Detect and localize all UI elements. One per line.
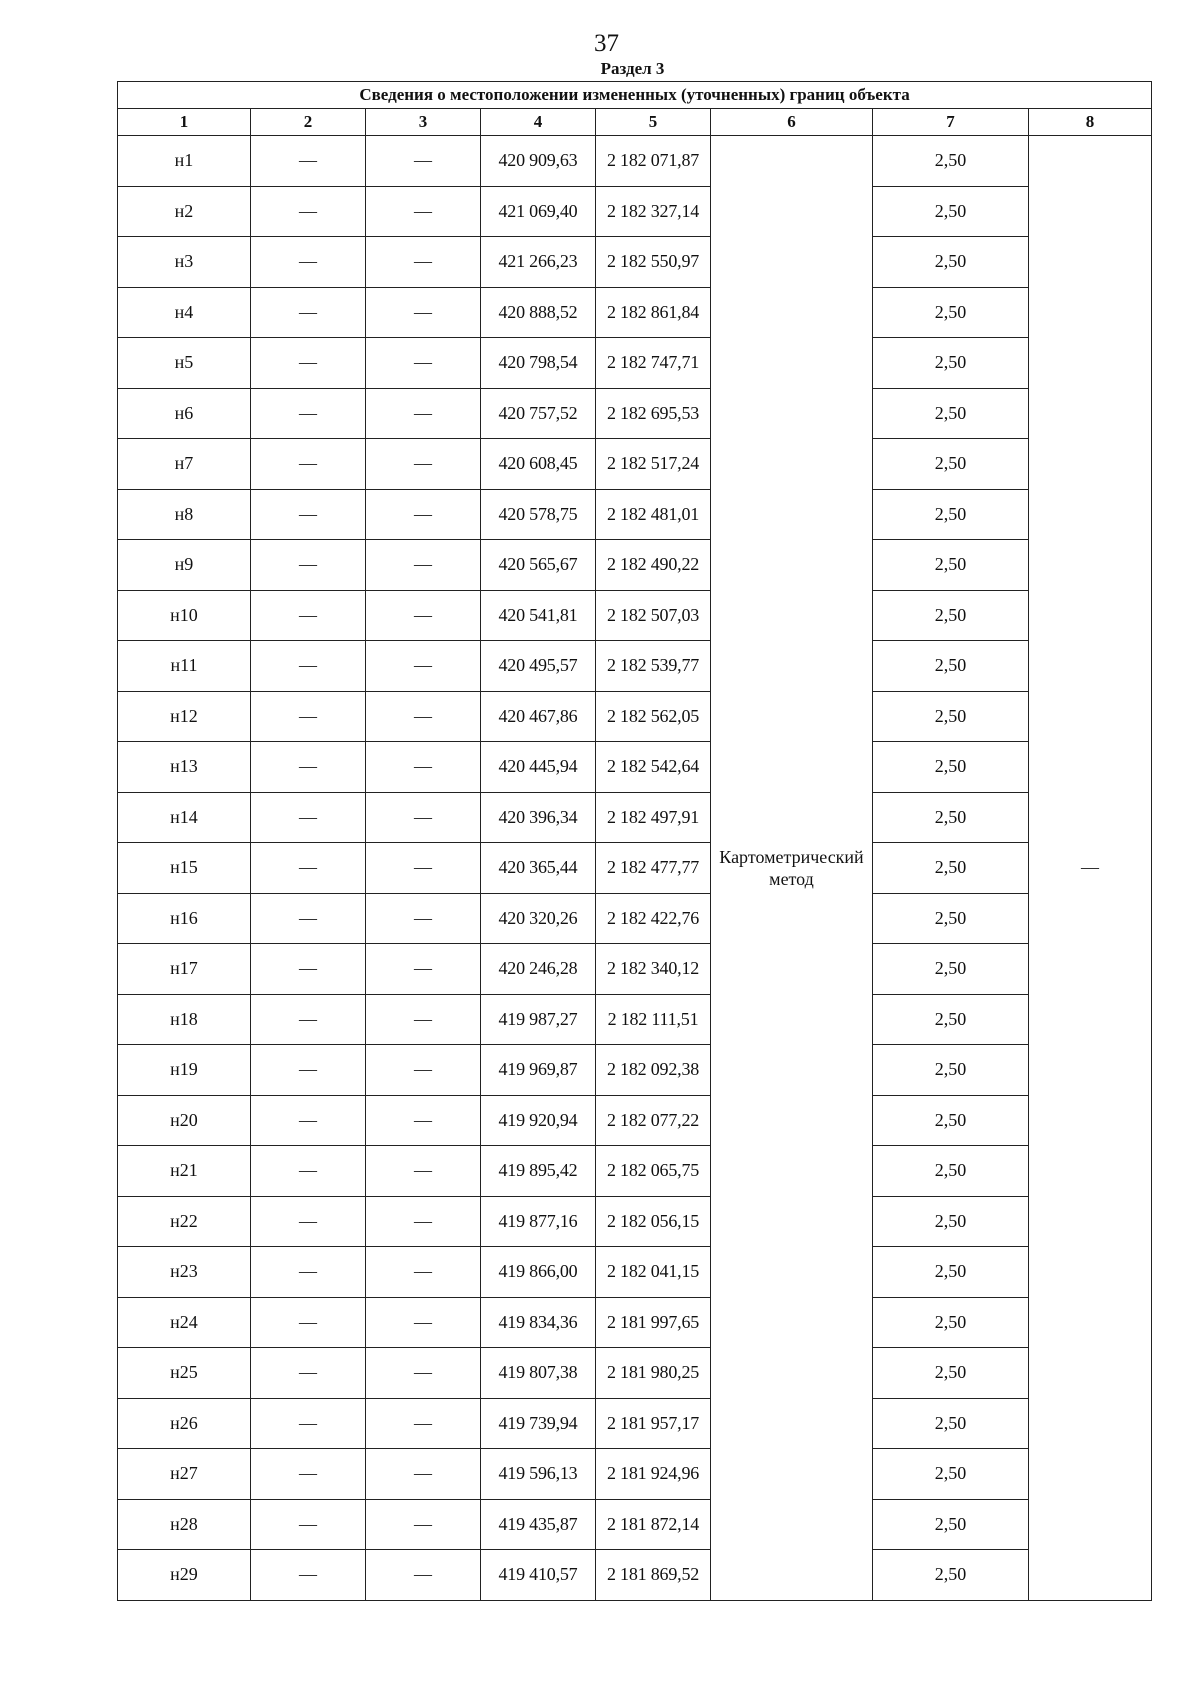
accuracy-cell: 2,50	[873, 1297, 1029, 1348]
y-coordinate-cell: 2 182 041,15	[596, 1247, 711, 1298]
column-3-cell: —	[366, 590, 481, 641]
accuracy-cell: 2,50	[873, 1196, 1029, 1247]
column-2-cell: —	[251, 186, 366, 237]
table-row	[118, 1398, 1152, 1449]
table-row	[118, 1146, 1152, 1197]
accuracy-cell: 2,50	[873, 1550, 1029, 1601]
table-row	[118, 1449, 1152, 1500]
x-coordinate-cell: 419 410,57	[481, 1550, 596, 1601]
x-coordinate-cell: 420 467,86	[481, 691, 596, 742]
point-name-cell: н28	[118, 1499, 251, 1550]
table-row	[118, 742, 1152, 793]
accuracy-cell: 2,50	[873, 237, 1029, 288]
column-3-cell: —	[366, 489, 481, 540]
table-row	[118, 439, 1152, 490]
column-3-cell: —	[366, 1045, 481, 1096]
column-2-cell: —	[251, 237, 366, 288]
column-2-cell: —	[251, 540, 366, 591]
y-coordinate-cell: 2 182 092,38	[596, 1045, 711, 1096]
column-2-cell: —	[251, 1398, 366, 1449]
table-row	[118, 489, 1152, 540]
table-row	[118, 1348, 1152, 1399]
x-coordinate-cell: 420 608,45	[481, 439, 596, 490]
column-2-cell: —	[251, 1348, 366, 1399]
table-row	[118, 1196, 1152, 1247]
accuracy-cell: 2,50	[873, 641, 1029, 692]
coordinates-table	[117, 81, 1152, 1601]
x-coordinate-cell: 419 877,16	[481, 1196, 596, 1247]
x-coordinate-cell: 419 866,00	[481, 1247, 596, 1298]
column-2-cell: —	[251, 691, 366, 742]
table-row	[118, 287, 1152, 338]
column-3-cell: —	[366, 641, 481, 692]
point-name-cell: н17	[118, 944, 251, 995]
y-coordinate-cell: 2 182 422,76	[596, 893, 711, 944]
point-name-cell: н29	[118, 1550, 251, 1601]
x-coordinate-cell: 420 396,34	[481, 792, 596, 843]
column-3-cell: —	[366, 742, 481, 793]
table-row	[118, 994, 1152, 1045]
y-coordinate-cell: 2 182 507,03	[596, 590, 711, 641]
x-coordinate-cell: 420 888,52	[481, 287, 596, 338]
y-coordinate-cell: 2 182 542,64	[596, 742, 711, 793]
column-2-cell: —	[251, 287, 366, 338]
point-name-cell: н23	[118, 1247, 251, 1298]
table-row	[118, 338, 1152, 389]
column-3-cell: —	[366, 338, 481, 389]
column-3-cell: —	[366, 540, 481, 591]
column-header-1: 1	[118, 109, 251, 136]
column-2-cell: —	[251, 1449, 366, 1500]
column-2-cell: —	[251, 338, 366, 389]
y-coordinate-cell: 2 182 517,24	[596, 439, 711, 490]
table-row	[118, 1045, 1152, 1096]
table-body	[118, 136, 1152, 1601]
column-3-cell: —	[366, 1297, 481, 1348]
column-2-cell: —	[251, 641, 366, 692]
table-row	[118, 1550, 1152, 1601]
table-row	[118, 186, 1152, 237]
column-3-cell: —	[366, 1499, 481, 1550]
column-header-5: 5	[596, 109, 711, 136]
y-coordinate-cell: 2 181 869,52	[596, 1550, 711, 1601]
point-name-cell: н22	[118, 1196, 251, 1247]
point-name-cell: н1	[118, 136, 251, 187]
accuracy-cell: 2,50	[873, 1398, 1029, 1449]
point-name-cell: н12	[118, 691, 251, 742]
point-name-cell: н6	[118, 388, 251, 439]
accuracy-cell: 2,50	[873, 1146, 1029, 1197]
table-row	[118, 843, 1152, 894]
column-2-cell: —	[251, 1196, 366, 1247]
accuracy-cell: 2,50	[873, 994, 1029, 1045]
column-3-cell: —	[366, 186, 481, 237]
table-caption: Сведения о местоположении измененных (уточненных) границ объекта	[118, 82, 1152, 109]
point-name-cell: н20	[118, 1095, 251, 1146]
x-coordinate-cell: 420 565,67	[481, 540, 596, 591]
column-2-cell: —	[251, 1247, 366, 1298]
accuracy-cell: 2,50	[873, 1449, 1029, 1500]
column-2-cell: —	[251, 1550, 366, 1601]
x-coordinate-cell: 420 445,94	[481, 742, 596, 793]
accuracy-cell: 2,50	[873, 944, 1029, 995]
x-coordinate-cell: 420 757,52	[481, 388, 596, 439]
column-3-cell: —	[366, 237, 481, 288]
column-3-cell: —	[366, 792, 481, 843]
column-3-cell: —	[366, 1146, 481, 1197]
y-coordinate-cell: 2 181 980,25	[596, 1348, 711, 1399]
table-row	[118, 1247, 1152, 1298]
point-name-cell: н7	[118, 439, 251, 490]
column-3-cell: —	[366, 136, 481, 187]
column-2-cell: —	[251, 893, 366, 944]
x-coordinate-cell: 420 541,81	[481, 590, 596, 641]
column-2-cell: —	[251, 994, 366, 1045]
x-coordinate-cell: 420 578,75	[481, 489, 596, 540]
y-coordinate-cell: 2 182 340,12	[596, 944, 711, 995]
table-row	[118, 136, 1152, 187]
accuracy-cell: 2,50	[873, 439, 1029, 490]
point-name-cell: н2	[118, 186, 251, 237]
point-name-cell: н26	[118, 1398, 251, 1449]
column-header-2: 2	[251, 109, 366, 136]
x-coordinate-cell: 420 798,54	[481, 338, 596, 389]
column-3-cell: —	[366, 893, 481, 944]
point-name-cell: н15	[118, 843, 251, 894]
y-coordinate-cell: 2 182 497,91	[596, 792, 711, 843]
x-coordinate-cell: 419 596,13	[481, 1449, 596, 1500]
column-3-cell: —	[366, 944, 481, 995]
column-3-cell: —	[366, 843, 481, 894]
y-coordinate-cell: 2 182 477,77	[596, 843, 711, 894]
accuracy-cell: 2,50	[873, 742, 1029, 793]
column-3-cell: —	[366, 1449, 481, 1500]
column-2-cell: —	[251, 944, 366, 995]
column-3-cell: —	[366, 1095, 481, 1146]
column-header-3: 3	[366, 109, 481, 136]
table-row	[118, 388, 1152, 439]
column-2-cell: —	[251, 1146, 366, 1197]
y-coordinate-cell: 2 182 056,15	[596, 1196, 711, 1247]
x-coordinate-cell: 419 739,94	[481, 1398, 596, 1449]
table-row	[118, 691, 1152, 742]
table-row	[118, 944, 1152, 995]
x-coordinate-cell: 421 069,40	[481, 186, 596, 237]
column-2-cell: —	[251, 136, 366, 187]
accuracy-cell: 2,50	[873, 691, 1029, 742]
point-name-cell: н16	[118, 893, 251, 944]
x-coordinate-cell: 419 807,38	[481, 1348, 596, 1399]
table-row	[118, 1297, 1152, 1348]
y-coordinate-cell: 2 182 077,22	[596, 1095, 711, 1146]
column-2-cell: —	[251, 1499, 366, 1550]
y-coordinate-cell: 2 182 065,75	[596, 1146, 711, 1197]
column-header-4: 4	[481, 109, 596, 136]
x-coordinate-cell: 419 435,87	[481, 1499, 596, 1550]
point-name-cell: н8	[118, 489, 251, 540]
column-2-cell: —	[251, 1095, 366, 1146]
column-3-cell: —	[366, 1196, 481, 1247]
x-coordinate-cell: 419 895,42	[481, 1146, 596, 1197]
y-coordinate-cell: 2 182 861,84	[596, 287, 711, 338]
column-2-cell: —	[251, 489, 366, 540]
column-3-cell: —	[366, 287, 481, 338]
column-2-cell: —	[251, 843, 366, 894]
method-cell: Картометрический метод	[711, 136, 873, 1601]
column-header-6: 6	[711, 109, 873, 136]
point-name-cell: н10	[118, 590, 251, 641]
accuracy-cell: 2,50	[873, 893, 1029, 944]
point-name-cell: н14	[118, 792, 251, 843]
point-name-cell: н25	[118, 1348, 251, 1399]
x-coordinate-cell: 419 834,36	[481, 1297, 596, 1348]
column-2-cell: —	[251, 1297, 366, 1348]
section-title: Раздел 3	[600, 59, 665, 78]
x-coordinate-cell: 419 969,87	[481, 1045, 596, 1096]
y-coordinate-cell: 2 182 539,77	[596, 641, 711, 692]
accuracy-cell: 2,50	[873, 1348, 1029, 1399]
column-3-cell: —	[366, 1348, 481, 1399]
point-name-cell: н24	[118, 1297, 251, 1348]
accuracy-cell: 2,50	[873, 792, 1029, 843]
y-coordinate-cell: 2 182 747,71	[596, 338, 711, 389]
point-name-cell: н13	[118, 742, 251, 793]
column-header-7: 7	[873, 109, 1029, 136]
accuracy-cell: 2,50	[873, 489, 1029, 540]
accuracy-cell: 2,50	[873, 338, 1029, 389]
x-coordinate-cell: 419 987,27	[481, 994, 596, 1045]
column-3-cell: —	[366, 439, 481, 490]
column-3-cell: —	[366, 1550, 481, 1601]
point-name-cell: н5	[118, 338, 251, 389]
point-name-cell: н9	[118, 540, 251, 591]
column-3-cell: —	[366, 1398, 481, 1449]
y-coordinate-cell: 2 182 695,53	[596, 388, 711, 439]
y-coordinate-cell: 2 181 957,17	[596, 1398, 711, 1449]
accuracy-cell: 2,50	[873, 1499, 1029, 1550]
column-2-cell: —	[251, 792, 366, 843]
table-caption-row	[118, 82, 1152, 109]
column-3-cell: —	[366, 691, 481, 742]
accuracy-cell: 2,50	[873, 843, 1029, 894]
column-3-cell: —	[366, 994, 481, 1045]
x-coordinate-cell: 420 320,26	[481, 893, 596, 944]
x-coordinate-cell: 420 909,63	[481, 136, 596, 187]
accuracy-cell: 2,50	[873, 1045, 1029, 1096]
accuracy-cell: 2,50	[873, 136, 1029, 187]
column-2-cell: —	[251, 1045, 366, 1096]
column-3-cell: —	[366, 388, 481, 439]
y-coordinate-cell: 2 181 997,65	[596, 1297, 711, 1348]
table-row	[118, 540, 1152, 591]
table-row	[118, 1095, 1152, 1146]
column-2-cell: —	[251, 742, 366, 793]
accuracy-cell: 2,50	[873, 186, 1029, 237]
table-row	[118, 641, 1152, 692]
point-name-cell: н4	[118, 287, 251, 338]
point-name-cell: н21	[118, 1146, 251, 1197]
x-coordinate-cell: 420 495,57	[481, 641, 596, 692]
column-2-cell: —	[251, 439, 366, 490]
point-name-cell: н18	[118, 994, 251, 1045]
y-coordinate-cell: 2 182 111,51	[596, 994, 711, 1045]
accuracy-cell: 2,50	[873, 1095, 1029, 1146]
x-coordinate-cell: 419 920,94	[481, 1095, 596, 1146]
y-coordinate-cell: 2 182 327,14	[596, 186, 711, 237]
table-row	[118, 792, 1152, 843]
table-row	[118, 893, 1152, 944]
column-2-cell: —	[251, 388, 366, 439]
point-name-cell: н11	[118, 641, 251, 692]
y-coordinate-cell: 2 182 562,05	[596, 691, 711, 742]
column-3-cell: —	[366, 1247, 481, 1298]
y-coordinate-cell: 2 181 872,14	[596, 1499, 711, 1550]
accuracy-cell: 2,50	[873, 1247, 1029, 1298]
page-number: 37	[594, 30, 619, 57]
table-row	[118, 1499, 1152, 1550]
x-coordinate-cell: 420 246,28	[481, 944, 596, 995]
y-coordinate-cell: 2 182 481,01	[596, 489, 711, 540]
point-name-cell: н27	[118, 1449, 251, 1500]
accuracy-cell: 2,50	[873, 590, 1029, 641]
accuracy-cell: 2,50	[873, 287, 1029, 338]
column-2-cell: —	[251, 590, 366, 641]
point-name-cell: н3	[118, 237, 251, 288]
column-8-cell: —	[1029, 136, 1152, 1601]
x-coordinate-cell: 420 365,44	[481, 843, 596, 894]
y-coordinate-cell: 2 182 550,97	[596, 237, 711, 288]
table-row	[118, 590, 1152, 641]
point-name-cell: н19	[118, 1045, 251, 1096]
y-coordinate-cell: 2 182 490,22	[596, 540, 711, 591]
table-row	[118, 237, 1152, 288]
y-coordinate-cell: 2 181 924,96	[596, 1449, 711, 1500]
y-coordinate-cell: 2 182 071,87	[596, 136, 711, 187]
column-header-8: 8	[1029, 109, 1152, 136]
accuracy-cell: 2,50	[873, 388, 1029, 439]
accuracy-cell: 2,50	[873, 540, 1029, 591]
table-header-row	[118, 109, 1152, 136]
x-coordinate-cell: 421 266,23	[481, 237, 596, 288]
